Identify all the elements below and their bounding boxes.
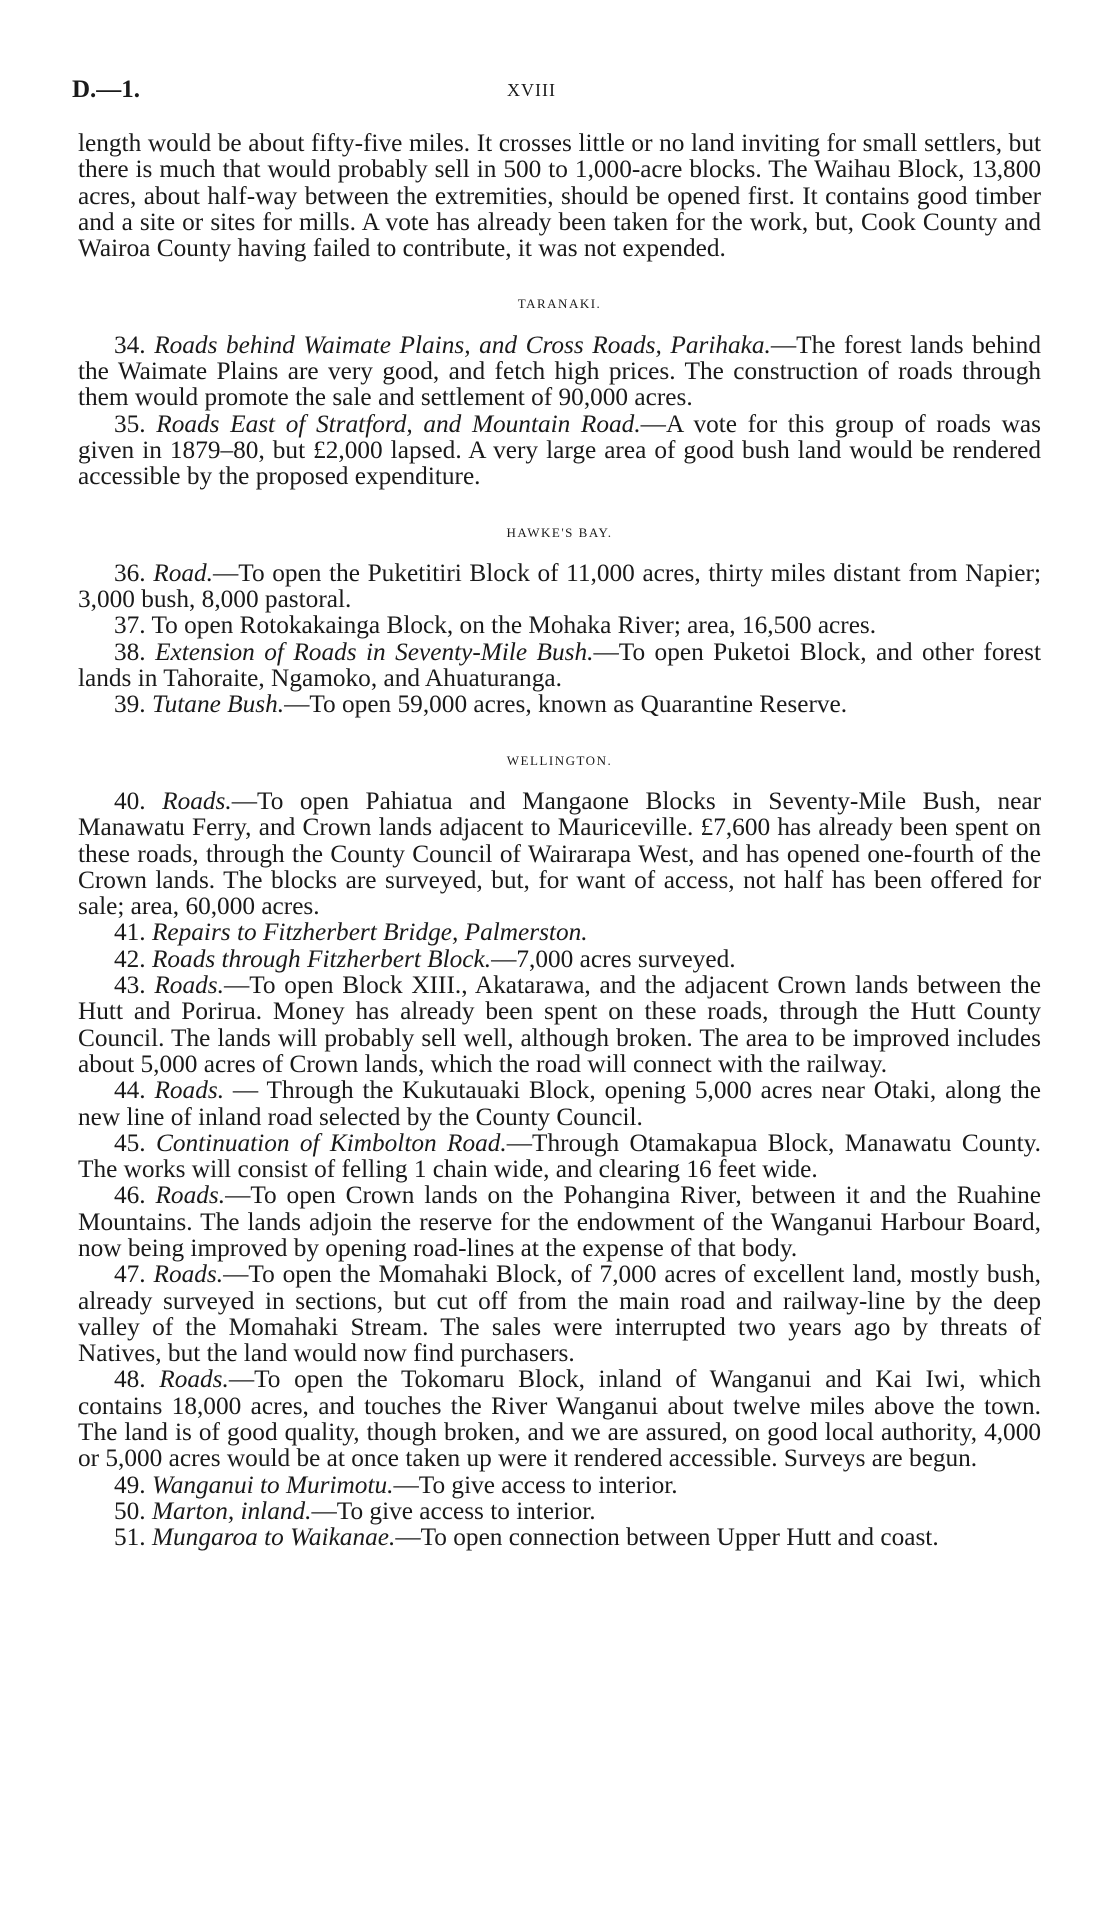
item-41: 41. Repairs to Fitzherbert Bridge, Palmerston. bbox=[114, 918, 588, 947]
item-39: 39. Tutane Bush.—To open 59,000 acres, known as Quarantine Reserve. bbox=[114, 690, 848, 719]
section-heading: HAWKE'S BAY. bbox=[506, 524, 613, 540]
item-47: 47. Roads.—To open the Momahaki Block, of 7,000 acres of excellent land, mostly bush, already surveyed in sections, but cut off from the main road and railway-line by the deep valley of the Momahaki Stream. The sales were interrupted two years ago by threats of Natives, but the land would now find purchasers. bbox=[78, 1260, 1041, 1368]
item-36: 36. Road.—To open the Puketitiri Block of 11,000 acres, thirty miles distant from Napier; 3,000 bush, 8,000 pastoral. bbox=[78, 558, 1041, 614]
page-number: XVIII bbox=[507, 80, 556, 100]
item-43: 43. Roads.—To open Block XIII., Akatarawa, and the adjacent Crown lands between the Hutt and Porirua. Money has already been spent on these roads, through the Hutt County Council. The lands will probably sell well, although broken. The area to be improved includes about 5,000 acres of Crown lands, which the road will connect with the railway. bbox=[78, 971, 1041, 1078]
item-46: 46. Roads.—To open Crown lands on the Pohangina River, between it and the Ruahine Mountains. The lands adjoin the reserve for the endowment of the Wanganui Harbour Board, now being improved by opening road-lines at the expense of that body. bbox=[78, 1181, 1041, 1262]
opening-paragraph: length would be about fifty-five miles. It crosses little or no land inviting for small settlers, but there is much that would probably sell in 500 to 1,000-acre blocks. The Waihau Block, 13,800 acres, about half-way between the extremities, should be opened first. It contains good timber and a site or sites for mills. A vote has already been taken for the work, but, Cook County and Wairoa County having failed to contribute, it was not expended. bbox=[78, 129, 1041, 263]
item-37: 37. To open Rotokakainga Block, on the Mohaka River; area, 16,500 acres. bbox=[114, 611, 877, 640]
item-49: 49. Wanganui to Murimotu.—To give access to interior. bbox=[114, 1470, 678, 1499]
section-heading: TARANAKI. bbox=[517, 296, 602, 312]
item-50: 50. Marton, inland.—To give access to interior. bbox=[114, 1496, 596, 1525]
item-34: 34. Roads behind Waimate Plains, and Cross Roads, Parihaka.—The forest lands behind the Waimate Plains are very good, and fetch high prices. The construction of roads through them would promote the sale and settlement of 90,000 acres. bbox=[78, 330, 1041, 412]
item-38: 38. Extension of Roads in Seventy-Mile Bush.—To open Puketoi Block, and other forest lands in Tahoraite, Ngamoko, and Ahuaturanga. bbox=[78, 637, 1041, 693]
section-wellington bbox=[78, 748, 1041, 1551]
item-48: 48. Roads.—To open the Tokomaru Block, inland of Wanganui and Kai Iwi, which contains 18,000 acres, and touches the River Wanganui about twelve miles above the town. The land is of good quality, though broken, and we are assured, on good local authority, 4,000 or 5,000 acres would be at once taken up were it rendered accessible. Surveys are begun. bbox=[78, 1365, 1041, 1473]
document-reference: D.—1. bbox=[72, 76, 141, 103]
section-heading: WELLINGTON. bbox=[506, 752, 613, 768]
item-40: 40. Roads.—To open Pahiatua and Mangaone Blocks in Seventy-Mile Bush, near Manawatu Ferry, and Crown lands adjacent to Mauriceville. £7,600 has already been spent on these roads, through the County Council of Wairarapa West, and has opened one-fourth of the Crown lands. The blocks are surveyed, but, for want of access, not half has been offered for sale; area, 60,000 acres. bbox=[78, 786, 1042, 921]
page-body bbox=[78, 130, 1041, 1551]
item-45: 45. Continuation of Kimbolton Road.—Through Otamakapua Block, Manawatu County. The works will consist of felling 1 chain wide, and clearing 16 feet wide. bbox=[78, 1128, 1041, 1184]
item-42: 42. Roads through Fitzherbert Block.—7,000 acres surveyed. bbox=[114, 944, 736, 973]
section-hawkes-bay bbox=[78, 520, 1041, 718]
item-51: 51. Mungaroa to Waikanae.—To open connection between Upper Hutt and coast. bbox=[114, 1523, 939, 1552]
item-44: 44. Roads. — Through the Kukutauaki Block, opening 5,000 acres near Otaki, along the new line of inland road selected by the County Council. bbox=[78, 1076, 1042, 1131]
item-35: 35. Roads East of Stratford, and Mountain Road.—A vote for this group of roads was given in 1879–80, but £2,000 lapsed. A very large area of good bush land would be rendered accessible by the proposed expenditure. bbox=[78, 409, 1041, 491]
section-taranaki bbox=[78, 291, 1041, 489]
